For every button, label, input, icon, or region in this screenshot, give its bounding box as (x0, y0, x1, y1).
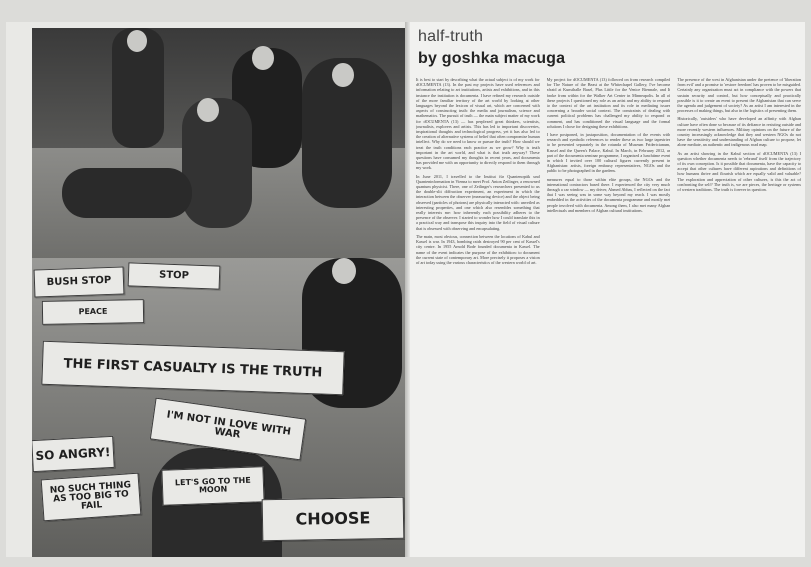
article-columns (416, 77, 801, 552)
paragraph: Historically, 'outsiders' who have developed an affinity with Afghan culture have often done so because of its defiance in resisting outside and more recently western influences. Military opinions on the future of the country increasingly acknowledge that they and western NGOs do not have the sensitivity and understanding of Afghan culture to propose, let alone mediate, an authentic and indigenous road map. (677, 116, 802, 148)
article-byline: by goshka macuga (418, 50, 566, 67)
paragraph: The main, most obvious, connection between the locations of Kabul and Kassel is war. In 1943, bombing raids destroyed 90 per cent of Kassel's city centre. In 1955 Arnold Bode founded documenta in Kassel. The name of the event indicates the purpose of the exhibition: to document the current state of contemporary art. More precisely it proposes a vision of art today using the various characteristics of the western world of art. (416, 233, 540, 265)
article-column-1 (416, 77, 540, 552)
protest-sign: SO ANGRY! (32, 436, 115, 472)
protest-sign: I'M NOT IN LOVE WITH WAR (150, 398, 306, 461)
left-page (6, 22, 406, 557)
protest-sign: THE FIRST CASUALTY IS THE TRUTH (41, 341, 344, 396)
paragraph: In June 2011, I travelled to the Institut für Quantenoptik und Quanteninformation in Vienna to meet Prof. Anton Zeilinger, a renowned quantum physicist. There, one of Zeilinger's researchers presented to us the double-slit diffraction experiment, an experiment in which the interaction between the observer (measuring device) and the object being observed (particles of photons) are physically interacted with: unveiled as interesting properties, and one which also resembles something that really interests me: how inherently each possibility adheres to the presence of the observer. I started to wonder how I could translate this in a practical way and transpose this inquiry into the field of visual culture that is obsessed with observing and encapsulating. (416, 173, 540, 231)
paragraph: As an artist showing in the Kabul section of dOCUMENTA (13) I question whether documenta needs to 'rebrand' itself from the trajectory of its own conception. Is it possible that documenta, have the capacity to accept that other cultures have different aspirations and definitions of how humans thrive and flourish which are equally valid and valuable? The exploration and appreciation of other cultures, is this the act of confronting the self? The truth is, we are pieces, the heritage or systems of western traditions. The truth is forever in question. (677, 150, 802, 193)
protest-sign: LET'S GO TO THE MOON (161, 466, 264, 506)
protest-photo (32, 28, 406, 557)
paragraph: The presence of the west in Afghanistan under the pretence of 'liberation from evil' and a promise to 'restore freedom' has proven to be misguided. Certainly any organisation must act in compliance with the powers that sustain security and control, but how conceptually and practically possible is it to create an event to present the Afghanistan that can serve the agenda and judgement of society? As an artist I am interested in the processes of making things, but also in the logistics of presenting them. (677, 77, 802, 114)
protest-sign: BUSH STOP (34, 266, 125, 297)
protest-sign: PEACE (42, 299, 144, 325)
article-column-3 (677, 77, 801, 552)
right-page (410, 22, 805, 557)
protest-sign: STOP (128, 262, 221, 289)
paragraph: I have postponed, in juxtaposition, documentation of the events with research and symbolic references to render these as two large tapestries to be presented separately in the rotunda of Museum Fridericianum, Kassel and the Queen's Palace, Kabul. In March, in February 2012, as part of the documenta seminar programme, I organised a lunchtime event in which I invited over 100 cultural figures currently present in Afghanistan: artists, foreign embassy representatives, NGOs and the public to be photographed in the gardens. (546, 132, 671, 174)
paragraph: My project for dOCUMENTA (13) followed on from research compiled for The Nature of the Beast at the Whitechapel Gallery, I've become afraid at Kunsthalle Basel, Plus Little for the Venice Biennale, and It broke from within for the Walker Art Center in Minneapolis. In all of these projects I questioned my role as an artist and my ability to respond to the context of the art institution and its role in mediating issues concerning a broader social context. The constraints of dealing with current political problems has challenged my ability to respond or comment, and has conditioned the visual language and the formal solutions I chose for designing these exhibitions. (546, 77, 671, 129)
protest-sign: CHOOSE (262, 497, 405, 541)
paragraph: It is best to start by describing what the actual subject is of my work for dOCUMENTA (13). In the past my projects have used references and information relating to art institutions, artists and exhibitions, and in this instance the institution is documenta. I have refined my research outside of the more familiar territory of the art world by looking at other languages beyond the lexicon of visual art, which are concerned with aspects of constructing truth: the media and journalism, science and mathematics. The pursuit of truth — the main subject matter of my work for dOCUMENTA (13) — has perplexed great thinkers, scientists, journalists, explorers and artists. This has led to important discoveries, inspirational thoughts and technological progress, yet it has also led to the creation of alternative systems of belief that often compromise human intellect. Why do we need to know or pursue the truth? How should we treat the truth conditions each practice as we grow? Why is truth important in the art world, and what is that truth anyway? These questions have consumed my thoughts in recent years, and documenta has provided me with an opportunity to directly respond to them through my work. (416, 77, 540, 171)
protest-sign: NO SUCH THING AS TOO BIG TO FAIL (41, 473, 142, 522)
paragraph: measures equal to those within elite groups, the NGOs and the international contractors based there. I experienced the city very much through a car window — my driver, Ahmed Abbas, I reflected on the fact that I was seeing was in some way beyond my reach. I was mostly embedded in the activities of the documenta programme and mostly met people involved with documenta. Among them, I also met many Afghan intellectuals and members of Afghan cultural institutions. (546, 176, 671, 213)
article-column-2 (547, 77, 671, 552)
article-title: half-truth (418, 28, 484, 45)
